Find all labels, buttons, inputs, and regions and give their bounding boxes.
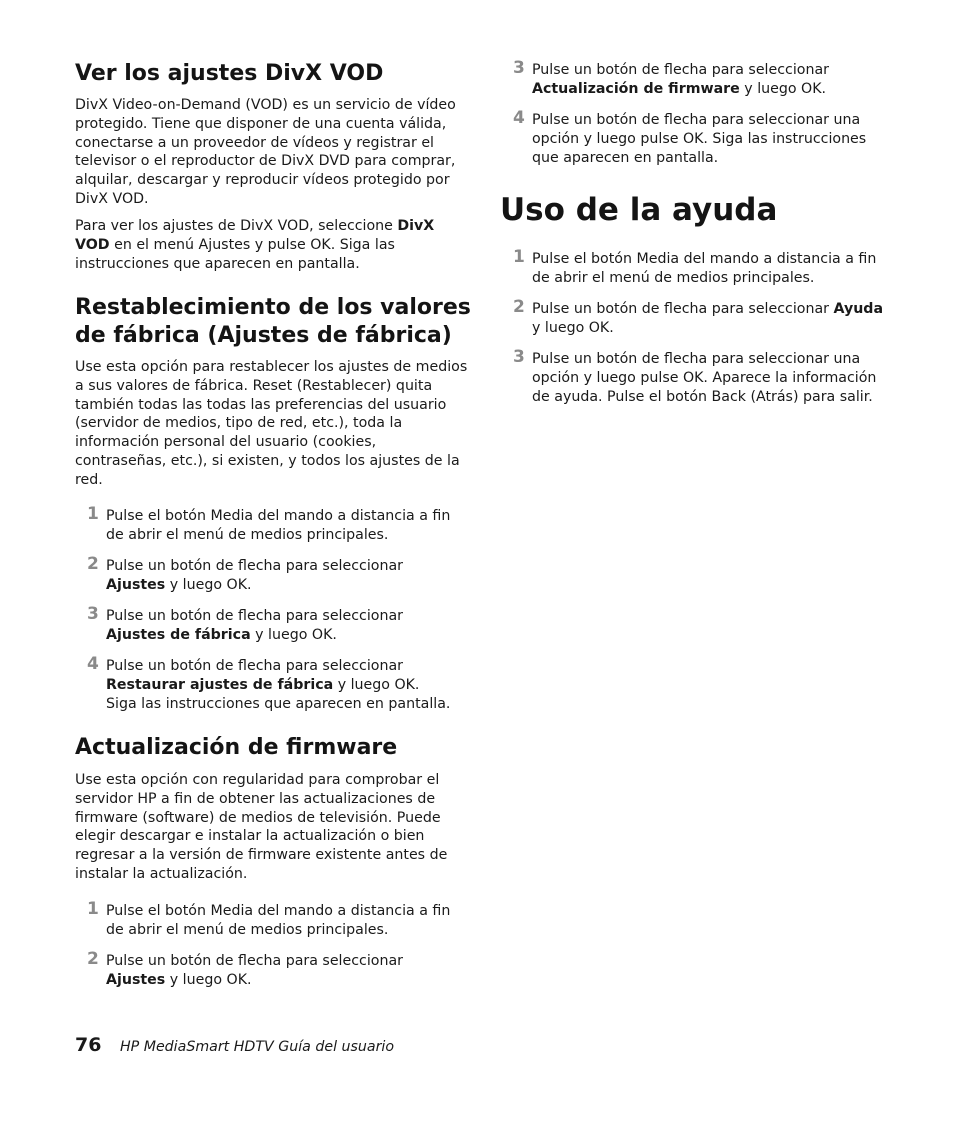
paragraph-line: instalar la actualización. xyxy=(75,865,248,882)
divx-instructions-paragraph: Para ver los ajustes de DivX VOD, seleccione DivX VOD en el menú Ajustes y pulse OK. Siga las instrucciones que aparecen en pantalla. xyxy=(75,217,443,273)
paragraph-line: contraseñas, etc.), si existen, y todos los ajustes de la xyxy=(75,452,460,469)
paragraph-line: red. xyxy=(75,471,103,488)
divx-intro-paragraph xyxy=(75,96,456,209)
bold-term: DivX xyxy=(397,218,435,234)
firmware-paragraph xyxy=(75,771,448,884)
step-number: 2 xyxy=(87,554,99,574)
paragraph-line: alquilar, descargar y reproducir vídeos protegido por xyxy=(75,172,450,189)
paragraph-line: (servidor de medios, tipo de red, etc.), toda la xyxy=(75,415,403,432)
paragraph-line: información personal del usuario (cookies, xyxy=(75,434,377,451)
step-number: 2 xyxy=(513,297,525,317)
paragraph-line: a sus valores de fábrica. Reset (Restablecer) quita xyxy=(75,377,433,394)
step-number: 3 xyxy=(513,347,525,367)
paragraph-line: Use esta opción para restablecer los ajustes de medios xyxy=(75,359,468,375)
paragraph-line: elegir descargar e instalar la actualización o bien xyxy=(75,828,425,845)
step-number: 4 xyxy=(87,654,99,674)
bold-term: VOD xyxy=(75,236,110,253)
step-number: 1 xyxy=(87,899,99,919)
paragraph-line: televisor o el reproductor de DivX DVD para comprar, xyxy=(75,153,456,170)
step-number: 4 xyxy=(513,108,525,128)
step-number: 3 xyxy=(513,58,525,78)
paragraph-line: también todas las todas las preferencias del usuario xyxy=(75,396,447,413)
paragraph-line: firmware (software) de medios de televisión. Puede xyxy=(75,809,441,826)
bold-term: Actualización de firmware xyxy=(532,80,740,97)
factory-reset-paragraph xyxy=(75,358,468,490)
bold-term: Ayuda xyxy=(833,301,884,317)
section-heading-divx-vod: Ver los ajustes DivX VOD xyxy=(75,61,384,86)
paragraph-line: DivX VOD. xyxy=(75,190,149,207)
page-number: 76 xyxy=(75,1034,102,1056)
step-number: 2 xyxy=(87,949,99,969)
step-number: 1 xyxy=(513,247,525,267)
section-heading-factory-reset: Restablecimiento de los valores de fábrica (Ajustes de fábrica) xyxy=(75,295,471,348)
page-footer xyxy=(75,1034,394,1056)
paragraph-line: Use esta opción con regularidad para comprobar el xyxy=(75,772,440,788)
bold-term: Ajustes xyxy=(106,576,166,593)
step-number: 3 xyxy=(87,604,99,624)
paragraph-line: regresar a la versión de firmware existente antes de xyxy=(75,847,448,864)
section-heading-help: Uso de la ayuda xyxy=(500,192,778,228)
section-heading-firmware: Actualización de firmware xyxy=(75,735,398,760)
bold-term: Ajustes de fábrica xyxy=(106,626,251,643)
bold-term: Restaurar ajustes de fábrica xyxy=(106,676,334,693)
paragraph-line: conectarse a un proveedor de vídeos y registrar el xyxy=(75,134,435,151)
document-title: HP MediaSmart HDTV Guía del usuario xyxy=(119,1039,395,1055)
bold-term: Ajustes xyxy=(106,971,166,988)
paragraph-line: servidor HP a fin de obtener las actualizaciones de xyxy=(75,790,436,807)
paragraph-line: DivX Video-on-Demand (VOD) es un servicio de vídeo xyxy=(75,97,456,113)
step-number: 1 xyxy=(87,504,99,524)
paragraph-line: instrucciones que aparecen en pantalla. xyxy=(75,255,360,272)
paragraph-line: protegido. Tiene que disponer de una cuenta válida, xyxy=(75,115,447,132)
